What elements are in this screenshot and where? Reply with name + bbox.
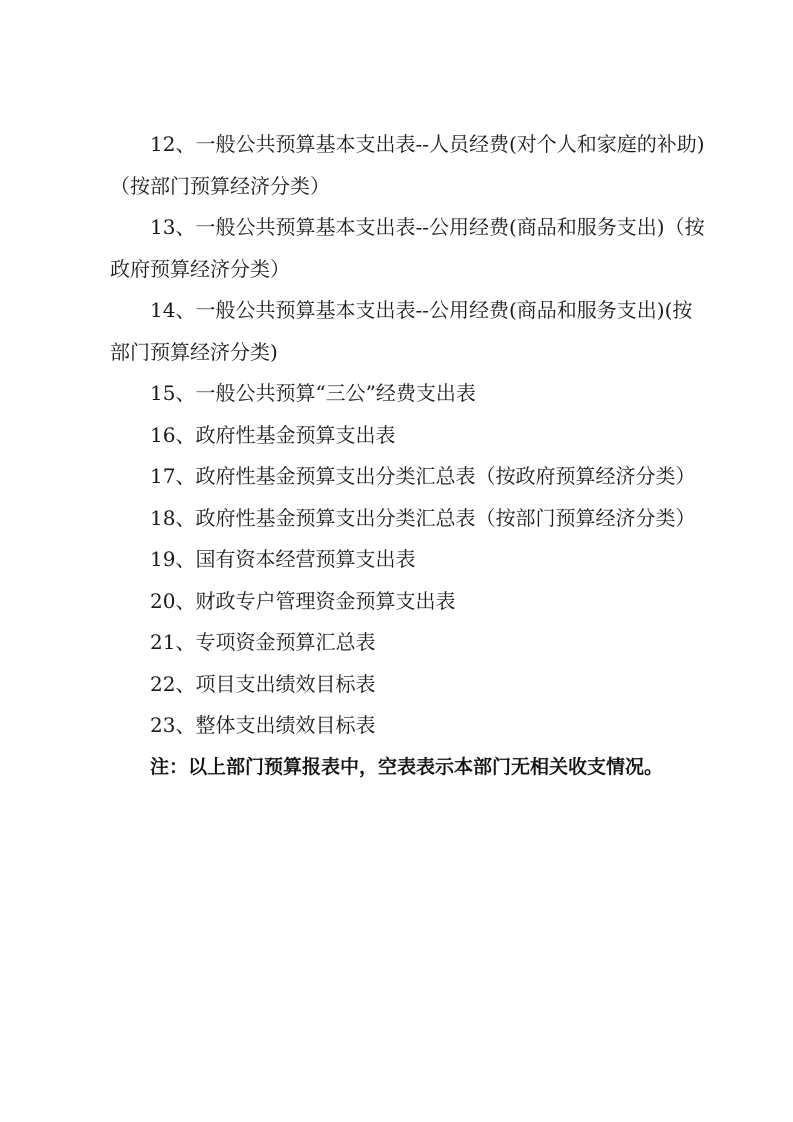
report-list (110, 124, 710, 788)
list-item: 21、专项资金预算汇总表 (150, 630, 376, 654)
list-item: 23、整体支出绩效目标表 (150, 713, 376, 737)
list-item: 20、财政专户管理资金预算支出表 (150, 588, 456, 613)
list-item: 18、政府性基金预算支出分类汇总表（按部门预算经济分类） (150, 505, 696, 530)
note-text: 注：以上部门预算报表中，空表表示本部门无相关收支情况。 (150, 755, 664, 778)
list-item: 19、国有资本经营预算支出表 (150, 547, 416, 571)
list-item: 14、一般公共预算基本支出表--公用经费(商品和服务支出)(按部门预算经济分类) (110, 298, 693, 364)
list-item: 17、政府性基金预算支出分类汇总表（按政府预算经济分类） (150, 464, 696, 488)
list-item: 13、一般公共预算基本支出表--公用经费(商品和服务支出)（按政府预算经济分类） (110, 215, 705, 281)
list-item: 15、一般公共预算“三公”经费支出表 (150, 381, 476, 405)
list-item: 16、政府性基金预算支出表 (150, 422, 396, 447)
list-item: 22、项目支出绩效目标表 (150, 671, 376, 696)
list-item: 12、一般公共预算基本支出表--人员经费(对个人和家庭的补助)（按部门预算经济分类） (110, 132, 705, 198)
